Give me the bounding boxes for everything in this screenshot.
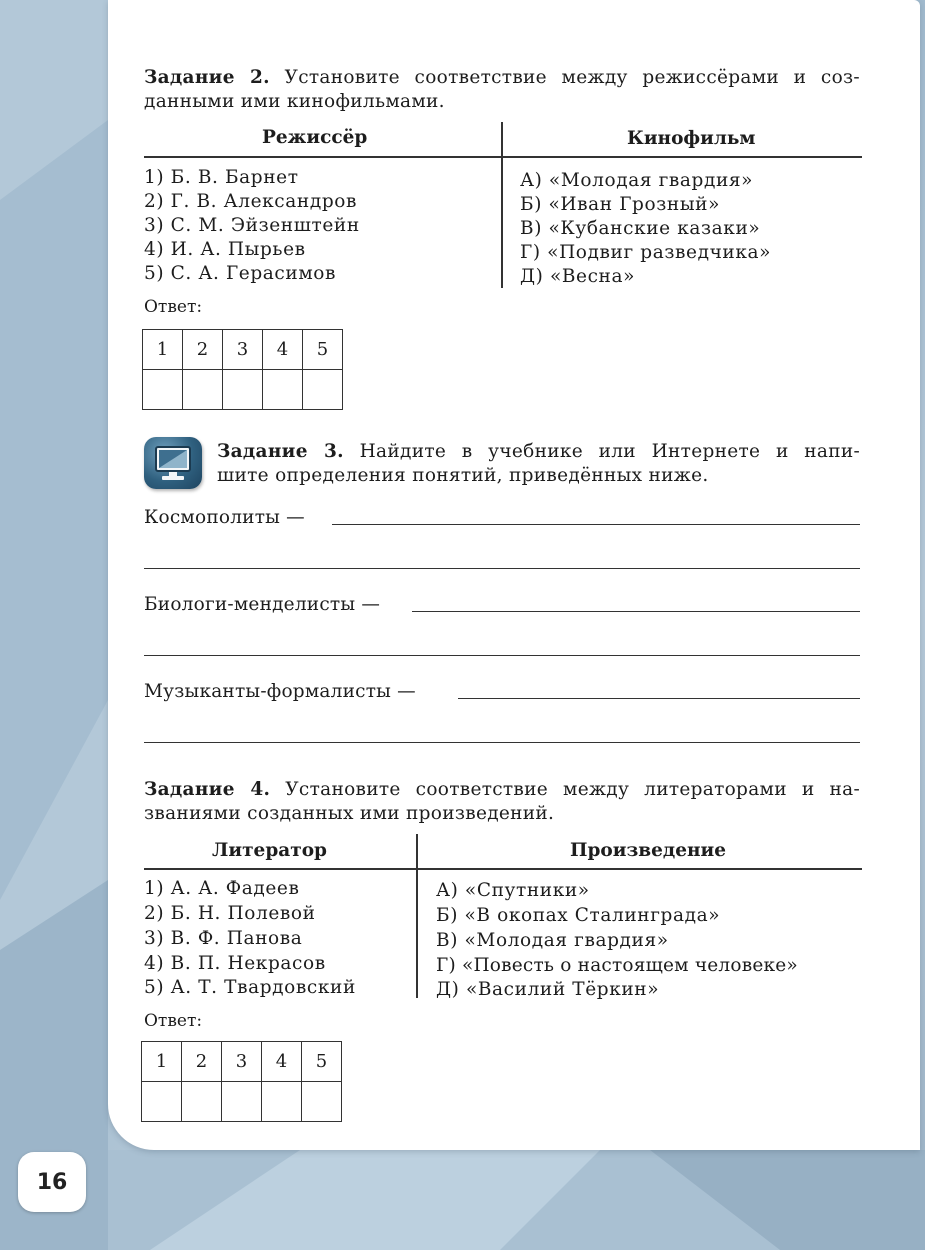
- task2-col-right-header: Кинофильм: [627, 128, 756, 149]
- answer-col-header: 2: [183, 330, 223, 370]
- answer-cell[interactable]: [183, 370, 223, 410]
- task2-right-item: Д) «Весна»: [520, 266, 636, 287]
- task2-header-rule: [144, 156, 862, 158]
- answer-cell[interactable]: [222, 1082, 262, 1122]
- answer-cell[interactable]: [182, 1082, 222, 1122]
- task2-column-divider: [501, 122, 503, 288]
- task2-left-item: 3) С. М. Эйзенштейн: [144, 215, 360, 236]
- answer-col-header: 5: [302, 1042, 342, 1082]
- answer-line[interactable]: [144, 742, 860, 743]
- page-number: 16: [18, 1152, 86, 1212]
- task2-right-item: А) «Молодая гвардия»: [520, 170, 754, 191]
- task4-right-item: А) «Спутники»: [436, 880, 590, 901]
- task2-col-left-header: Режиссёр: [262, 127, 368, 148]
- task4-instruction: Задание 4. Установите соответствие между литераторами и на- званиями созданных ими произведений.: [144, 779, 860, 824]
- answer-cell[interactable]: [302, 1082, 342, 1122]
- task4-right-item: Д) «Василий Тёркин»: [436, 979, 660, 1000]
- answer-col-header: 1: [142, 1042, 182, 1082]
- answer-col-header: 2: [182, 1042, 222, 1082]
- task2-right-item: Г) «Подвиг разведчика»: [520, 242, 772, 263]
- task2-instruction: Задание 2. Установите соответствие между режиссёрами и соз- данными ими кинофильмами.: [144, 67, 860, 112]
- task4-right-item: Г) «Повесть о настоящем человеке»: [436, 955, 798, 976]
- answer-col-header: 4: [262, 1042, 302, 1082]
- task2-left-item: 5) С. А. Герасимов: [144, 263, 337, 284]
- task4-right-item: В) «Молодая гвардия»: [436, 930, 669, 951]
- answer-cell[interactable]: [262, 1082, 302, 1122]
- term-formalist-musicians: Музыканты-формалисты —: [144, 681, 416, 702]
- answer-line[interactable]: [144, 568, 860, 569]
- task4-left-item: 2) Б. Н. Полевой: [144, 903, 316, 924]
- answer-col-header: 3: [223, 330, 263, 370]
- answer-line[interactable]: [332, 524, 860, 525]
- answer-line[interactable]: [412, 611, 860, 612]
- task3-instruction: Задание 3. Найдите в учебнике или Интернете и напи- шите определения понятий, приведённых ниже.: [217, 441, 861, 486]
- task2-left-item: 2) Г. В. Александров: [144, 191, 358, 212]
- answer-col-header: 1: [143, 330, 183, 370]
- answer-cell[interactable]: [303, 370, 343, 410]
- task2-right-item: В) «Кубанские казаки»: [520, 218, 761, 239]
- task4-answer-label: Ответ:: [144, 1011, 203, 1031]
- task4-column-divider: [416, 834, 418, 998]
- answer-line[interactable]: [458, 698, 860, 699]
- task2-left-item: 4) И. А. Пырьев: [144, 239, 306, 260]
- answer-col-header: 3: [222, 1042, 262, 1082]
- task4-left-item: 4) В. П. Некрасов: [144, 953, 326, 974]
- task4-header-rule: [144, 868, 862, 870]
- term-cosmopolitans: Космополиты —: [144, 507, 305, 528]
- computer-monitor-icon: [144, 437, 202, 489]
- answer-cell[interactable]: [143, 370, 183, 410]
- task4-col-right-header: Произведение: [570, 840, 727, 861]
- task2-answer-label: Ответ:: [144, 297, 203, 317]
- task4-left-item: 1) А. А. Фадеев: [144, 878, 300, 899]
- answer-cell[interactable]: [263, 370, 303, 410]
- task4-title: Задание 4.: [144, 779, 271, 800]
- task4-left-item: 5) А. Т. Твардовский: [144, 977, 356, 998]
- answer-cell[interactable]: [142, 1082, 182, 1122]
- task2-title: Задание 2.: [144, 67, 270, 88]
- task4-right-item: Б) «В окопах Сталинграда»: [436, 905, 721, 926]
- task4-answer-grid: [141, 1041, 342, 1122]
- answer-cell[interactable]: [223, 370, 263, 410]
- task2-left-item: 1) Б. В. Барнет: [144, 167, 299, 188]
- task4-left-item: 3) В. Ф. Панова: [144, 928, 303, 949]
- answer-col-header: 5: [303, 330, 343, 370]
- answer-line[interactable]: [144, 655, 860, 656]
- task2-right-item: Б) «Иван Грозный»: [520, 194, 721, 215]
- term-mendelian-biologists: Биологи-менделисты —: [144, 594, 381, 615]
- task4-col-left-header: Литератор: [212, 840, 327, 861]
- task3-title: Задание 3.: [217, 441, 344, 462]
- task2-answer-grid: [142, 329, 343, 410]
- answer-col-header: 4: [263, 330, 303, 370]
